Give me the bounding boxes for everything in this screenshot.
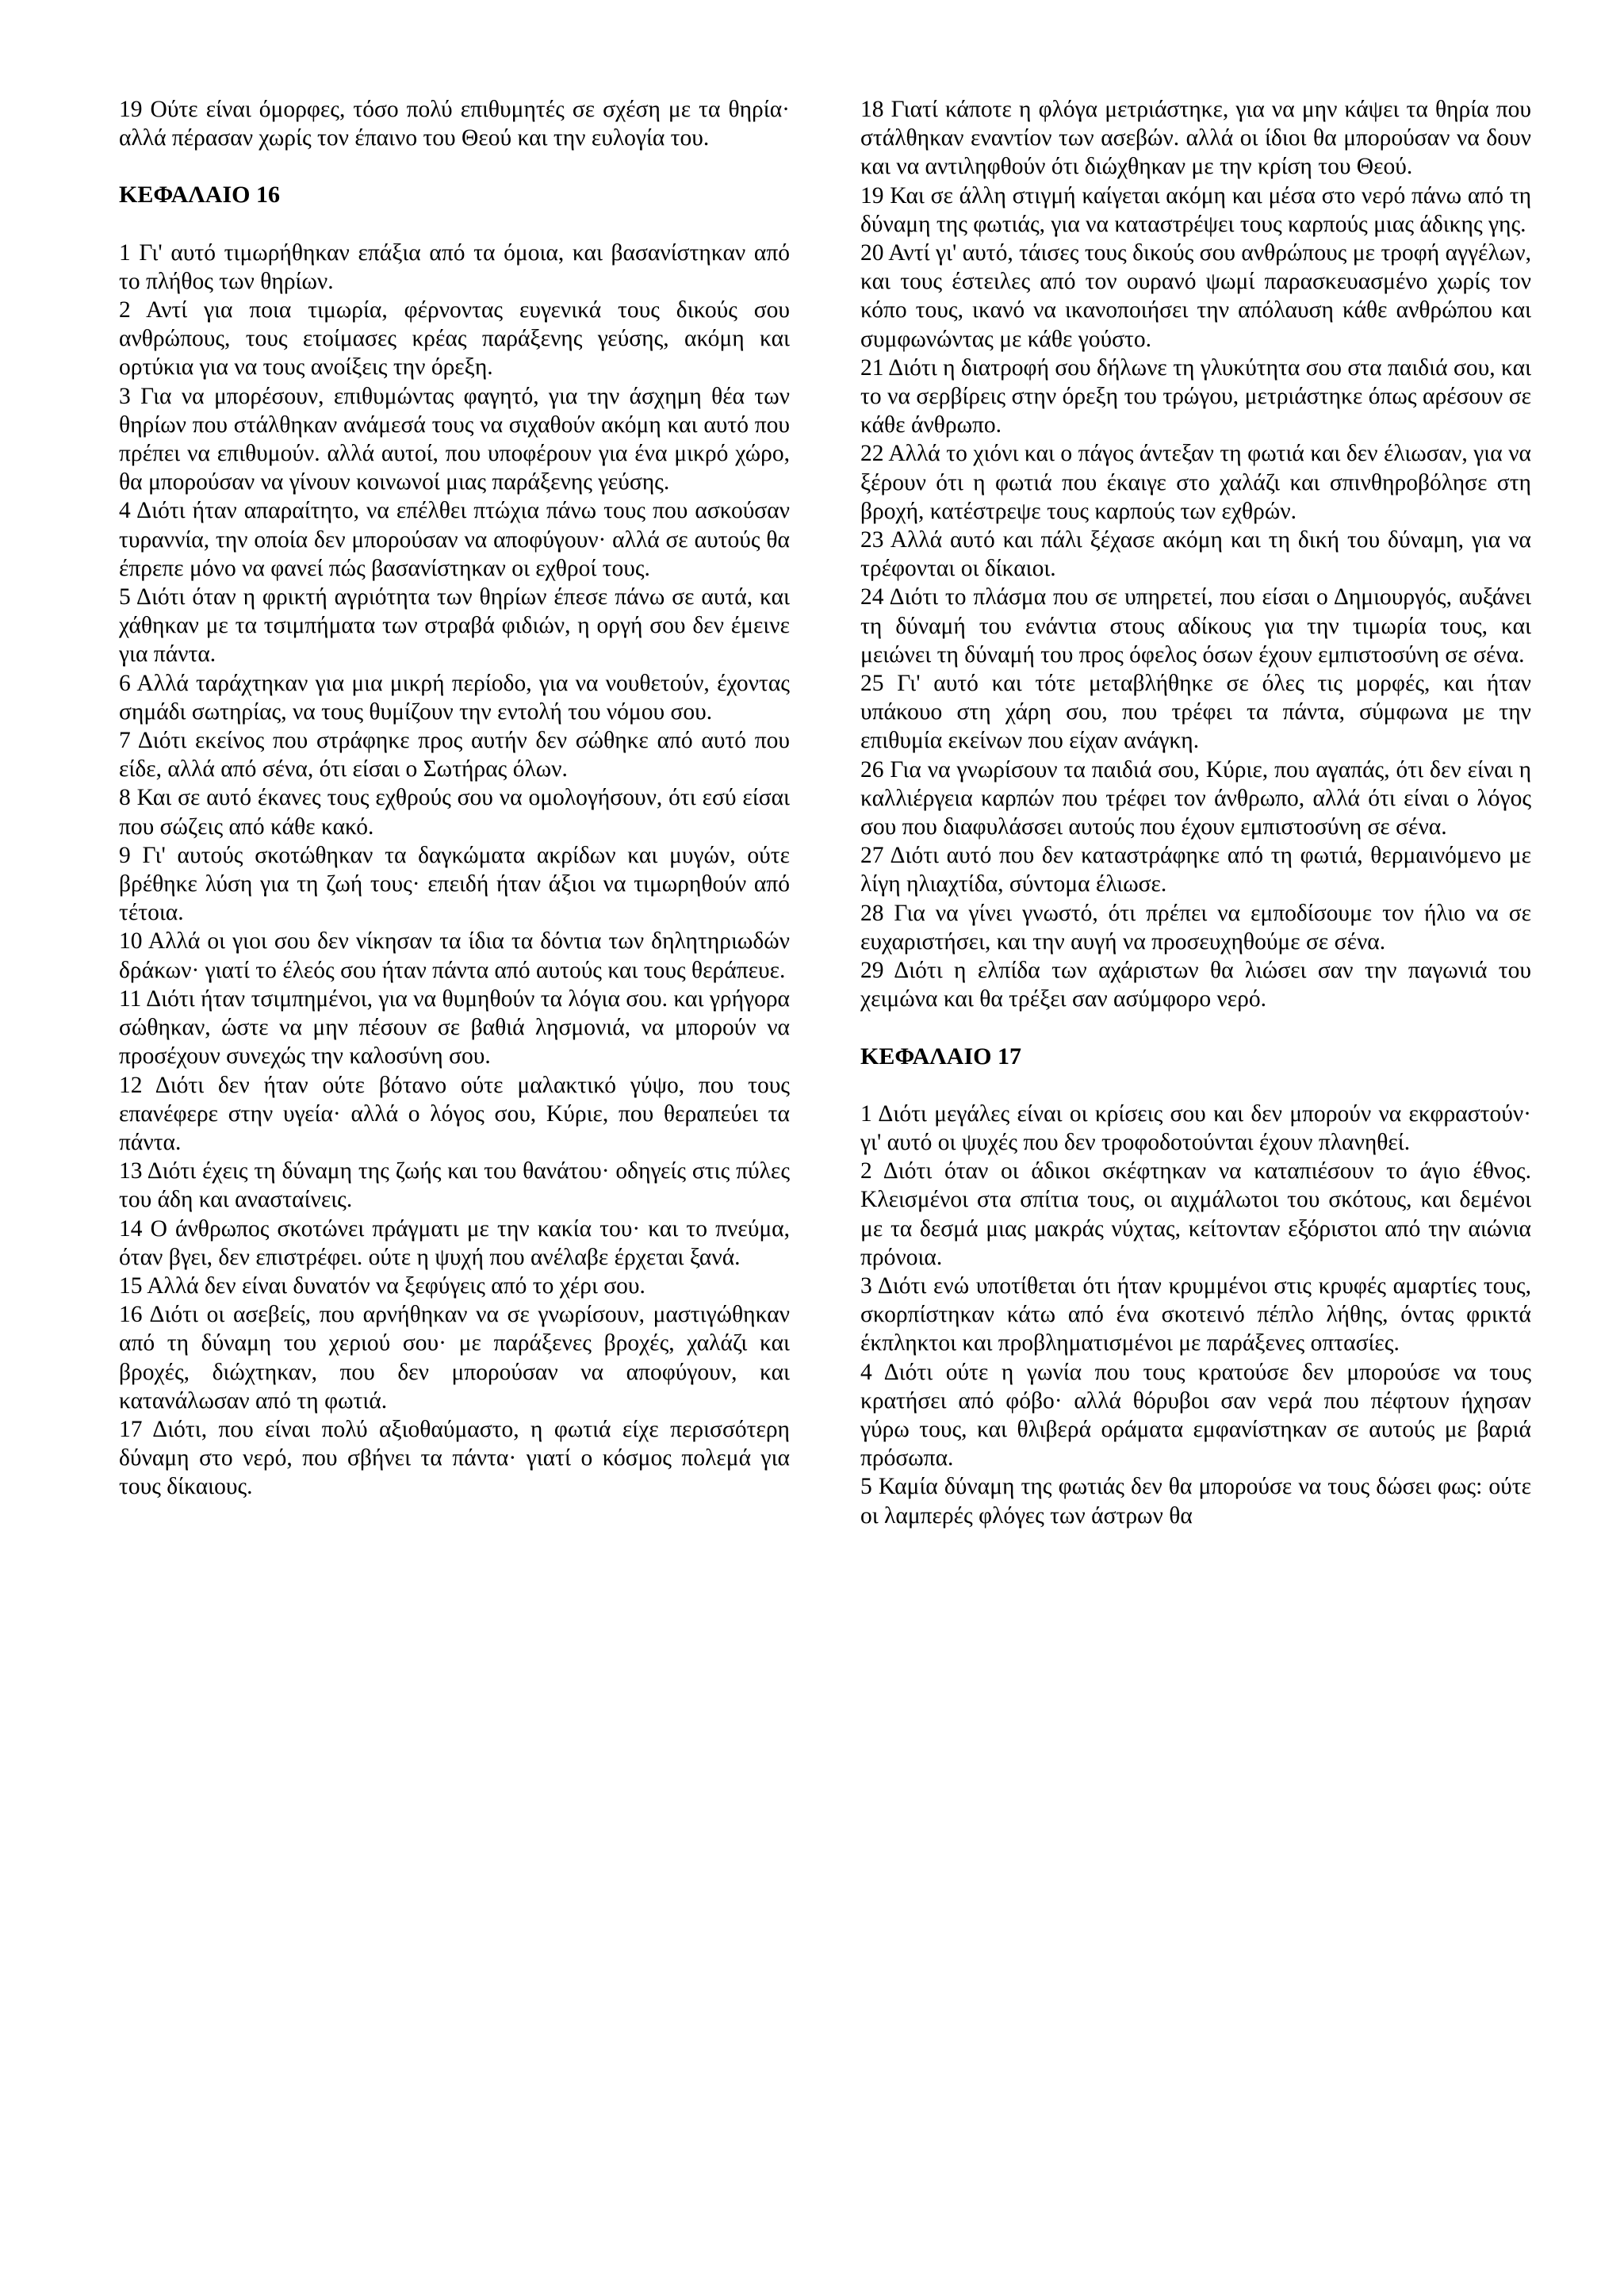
- verse: 3 Διότι ενώ υποτίθεται ότι ήταν κρυμμένοι στις κρυφές αμαρτίες τους, σκορπίστηκαν κάτω από ένα σκοτεινό πέπλο λήθης, όντας φρικτά έκπληκτοι και προβληματισμένοι με παράξενες οπτασίες.: [860, 1272, 1531, 1357]
- verse: 3 Για να μπορέσουν, επιθυμώντας φαγητό, για την άσχημη θέα των θηρίων που στάλθηκαν ανάμεσά τους να σιχαθούν ακόμη και αυτό που πρέπει να επιθυμούν. αλλά αυτοί, που υποφέρουν για ένα μικρό χώρο, θα μπορούσαν να γίνουν κοινωνοί μιας παράξενης γεύσης.: [119, 383, 790, 496]
- left-column: [119, 95, 790, 1502]
- spacer: [860, 1014, 1531, 1043]
- verse: 18 Γιατί κάποτε η φλόγα μετριάστηκε, για να μην κάψει τα θηρία που στάλθηκαν εναντίον των ασεβών. αλλά οι ίδιοι θα μπορούσαν να δουν και να αντιληφθούν ότι διώχθηκαν με την κρίση του Θεού.: [860, 97, 1531, 180]
- verse: 1 Γι' αυτό τιμωρήθηκαν επάξια από τα όμοια, και βασανίστηκαν από το πλήθος των θηρίων.: [119, 239, 790, 294]
- verse: 21 Διότι η διατροφή σου δήλωνε τη γλυκύτητα σου στα παιδιά σου, και το να σερβίρεις στην όρεξη του τρώγου, μετριάστηκε όπως αρέσουν σε κάθε άνθρωπο.: [860, 354, 1531, 438]
- verse: 17 Διότι, που είναι πολύ αξιοθαύμαστο, η φωτιά είχε περισσότερη δύναμη στο νερό, που σβήνει τα πάντα· γιατί ο κόσμος πολεμά για τους δίκαιους.: [119, 1416, 790, 1500]
- verse: 19 Ούτε είναι όμορφες, τόσο πολύ επιθυμητές σε σχέση με τα θηρία· αλλά πέρασαν χωρίς τον έπαινο του Θεού και την ευλογία του.: [119, 97, 790, 151]
- verse: 2 Αντί για ποια τιμωρία, φέρνοντας ευγενικά τους δικούς σου ανθρώπους, τους ετοίμασες κρέας παράξενης γεύσης, ακόμη και ορτύκια για να τους ανοίξεις την όρεξη.: [119, 297, 790, 381]
- verse: 29 Διότι η ελπίδα των αχάριστων θα λιώσει σαν την παγωνιά του χειμώνα και θα τρέξει σαν ασύμφορο νερό.: [860, 958, 1531, 1012]
- verse: 11 Διότι ήταν τσιμπημένοι, για να θυμηθούν τα λόγια σου. και γρήγορα σώθηκαν, ώστε να μην πέσουν σε βαθιά λησμονιά, να μπορούν να προσέχουν συνεχώς την καλοσύνη σου.: [119, 985, 790, 1070]
- verse: 16 Διότι οι ασεβείς, που αρνήθηκαν να σε γνωρίσουν, μαστιγώθηκαν από τη δύναμη του χεριού σου· με παράξενες βροχές, χαλάζι και βροχές, διώχτηκαν, που δεν μπορούσαν να αποφύγουν, και κατανάλωσαν από τη φωτιά.: [119, 1302, 790, 1414]
- verse: 1 Διότι μεγάλες είναι οι κρίσεις σου και δεν μπορούν να εκφραστούν· γι' αυτό οι ψυχές που δεν τροφοδοτούνται έχουν πλανηθεί.: [860, 1100, 1531, 1155]
- verse: 15 Αλλά δεν είναι δυνατόν να ξεφύγεις από το χέρι σου.: [119, 1272, 645, 1299]
- spacer: [119, 210, 790, 239]
- verse: 10 Αλλά οι γιοι σου δεν νίκησαν τα ίδια τα δόντια των δηλητηριωδών δράκων· γιατί το έλεός σου ήταν πάντα από αυτούς και τους θεράπευε.: [119, 928, 790, 983]
- verse: 12 Διότι δεν ήταν ούτε βότανο ούτε μαλακτικό γύψο, που τους επανέφερε στην υγεία· αλλά ο λόγος σου, Κύριε, που θεραπεύει τα πάντα.: [119, 1072, 790, 1155]
- verse: 25 Γι' αυτό και τότε μεταβλήθηκε σε όλες τις μορφές, και ήταν υπάκουο στη χάρη σου, που τρέφει τα πάντα, σύμφωνα με την επιθυμία εκείνων που είχαν ανάγκη.: [860, 671, 1531, 754]
- chapter-heading: ΚΕΦΑΛΑΙΟ 17: [860, 1043, 1021, 1070]
- verse: 2 Διότι όταν οι άδικοι σκέφτηκαν να καταπιέσουν το άγιο έθνος. Κλεισμένοι στα σπίτια τους, οι αιχμάλωτοι του σκότους, και δεμένοι με τα δεσμά μιας μακράς νύχτας, κείτονταν εξόριστοι από την αιώνια πρόνοια.: [860, 1158, 1531, 1270]
- verse: 4 Διότι ούτε η γωνία που τους κρατούσε δεν μπορούσε να τους κρατήσει από φόβο· αλλά θόρυβοι σαν νερά που πέφτουν ήχησαν γύρω τους, και θλιβερά οράματα εμφανίστηκαν σε αυτούς με βαριά πρόσωπα.: [860, 1359, 1531, 1471]
- verse: 27 Διότι αυτό που δεν καταστράφηκε από τη φωτιά, θερμαινόμενο με λίγη ηλιαχτίδα, σύντομα έλιωσε.: [860, 843, 1531, 897]
- spacer: [860, 1071, 1531, 1100]
- verse: 28 Για να γίνει γνωστό, ότι πρέπει να εμποδίσουμε τον ήλιο να σε ευχαριστήσει, και την αυγή να προσευχηθούμε σε σένα.: [860, 900, 1531, 955]
- verse: 5 Καμία δύναμη της φωτιάς δεν θα μπορούσε να τους δώσει φως: ούτε οι λαμπερές φλόγες των άστρων θα: [860, 1474, 1531, 1529]
- verse: 14 Ο άνθρωπος σκοτώνει πράγματι με την κακία του· και το πνεύμα, όταν βγει, δεν επιστρέφει. ούτε η ψυχή που ανέλαβε έρχεται ξανά.: [119, 1215, 790, 1270]
- spacer: [119, 152, 790, 181]
- chapter-heading: ΚΕΦΑΛΑΙΟ 16: [119, 182, 280, 209]
- verse: 13 Διότι έχεις τη δύναμη της ζωής και του θανάτου· οδηγείς στις πύλες του άδη και ανασταίνεις.: [119, 1158, 790, 1213]
- verse: 9 Γι' αυτούς σκοτώθηκαν τα δαγκώματα ακρίδων και μυγών, ούτε βρέθηκε λύση για τη ζωή τους· επειδή ήταν άξιοι να τιμωρηθούν από τέτοια.: [119, 842, 790, 926]
- verse: 24 Διότι το πλάσμα που σε υπηρετεί, που είσαι ο Δημιουργός, αυξάνει τη δύναμή του ενάντια στους αδίκους για την τιμωρία τους, και μειώνει τη δύναμή του προς όφελος όσων έχουν εμπιστοσύνη σε σένα.: [860, 584, 1531, 668]
- verse: 19 Και σε άλλη στιγμή καίγεται ακόμη και μέσα στο νερό πάνω από τη δύναμη της φωτιάς, για να καταστρέψει τους καρπούς μιας άδικης γης.: [860, 182, 1531, 237]
- verse: 22 Αλλά το χιόνι και ο πάγος άντεξαν τη φωτιά και δεν έλιωσαν, για να ξέρουν ότι η φωτιά που έκαιγε στο χαλάζι και σπινθηροβόλησε στη βροχή, κατέστρεψε τους καρπούς των εχθρών.: [860, 441, 1531, 524]
- verse: 6 Αλλά ταράχτηκαν για μια μικρή περίοδο, για να νουθετούν, έχοντας σημάδι σωτηρίας, να τους θυμίζουν την εντολή του νόμου σου.: [119, 670, 790, 725]
- verse: 5 Διότι όταν η φρικτή αγριότητα των θηρίων έπεσε πάνω σε αυτά, και χάθηκαν με τα τσιμπήματα των στραβά φιδιών, η οργή σου δεν έμεινε για πάντα.: [119, 584, 790, 668]
- verse: 7 Διότι εκείνος που στράφηκε προς αυτήν δεν σώθηκε από αυτό που είδε, αλλά από σένα, ότι είσαι ο Σωτήρας όλων.: [119, 728, 790, 783]
- verse: 4 Διότι ήταν απαραίτητο, να επέλθει πτώχια πάνω τους που ασκούσαν τυραννία, την οποία δεν μπορούσαν να αποφύγουν· αλλά σε αυτούς θα έπρεπε μόνο να φανεί πώς βασανίστηκαν οι εχθροί τους.: [119, 498, 790, 581]
- verse: 8 Και σε αυτό έκανες τους εχθρούς σου να ομολογήσουν, ότι εσύ είσαι που σώζεις από κάθε κακό.: [119, 785, 790, 840]
- right-column: [860, 95, 1531, 1530]
- verse: 20 Αντί γι' αυτό, τάισες τους δικούς σου ανθρώπους με τροφή αγγέλων, και τους έστειλες από τον ουρανό ψωμί παρασκευασμένο χωρίς τον κόπο τους, ικανό να ικανοποιήσει την απόλαυση κάθε ανθρώπου και συμφωνώντας με κάθε γούστο.: [860, 240, 1531, 352]
- verse: 23 Αλλά αυτό και πάλι ξέχασε ακόμη και τη δική του δύναμη, για να τρέφονται οι δίκαιοι.: [860, 527, 1531, 582]
- verse: 26 Για να γνωρίσουν τα παιδιά σου, Κύριε, που αγαπάς, ότι δεν είναι η καλλιέργεια καρπών που τρέφει τον άνθρωπο, αλλά ότι είναι ο λόγος σου που διαφυλάσσει αυτούς που έχουν εμπιστοσύνη σε σένα.: [860, 756, 1531, 840]
